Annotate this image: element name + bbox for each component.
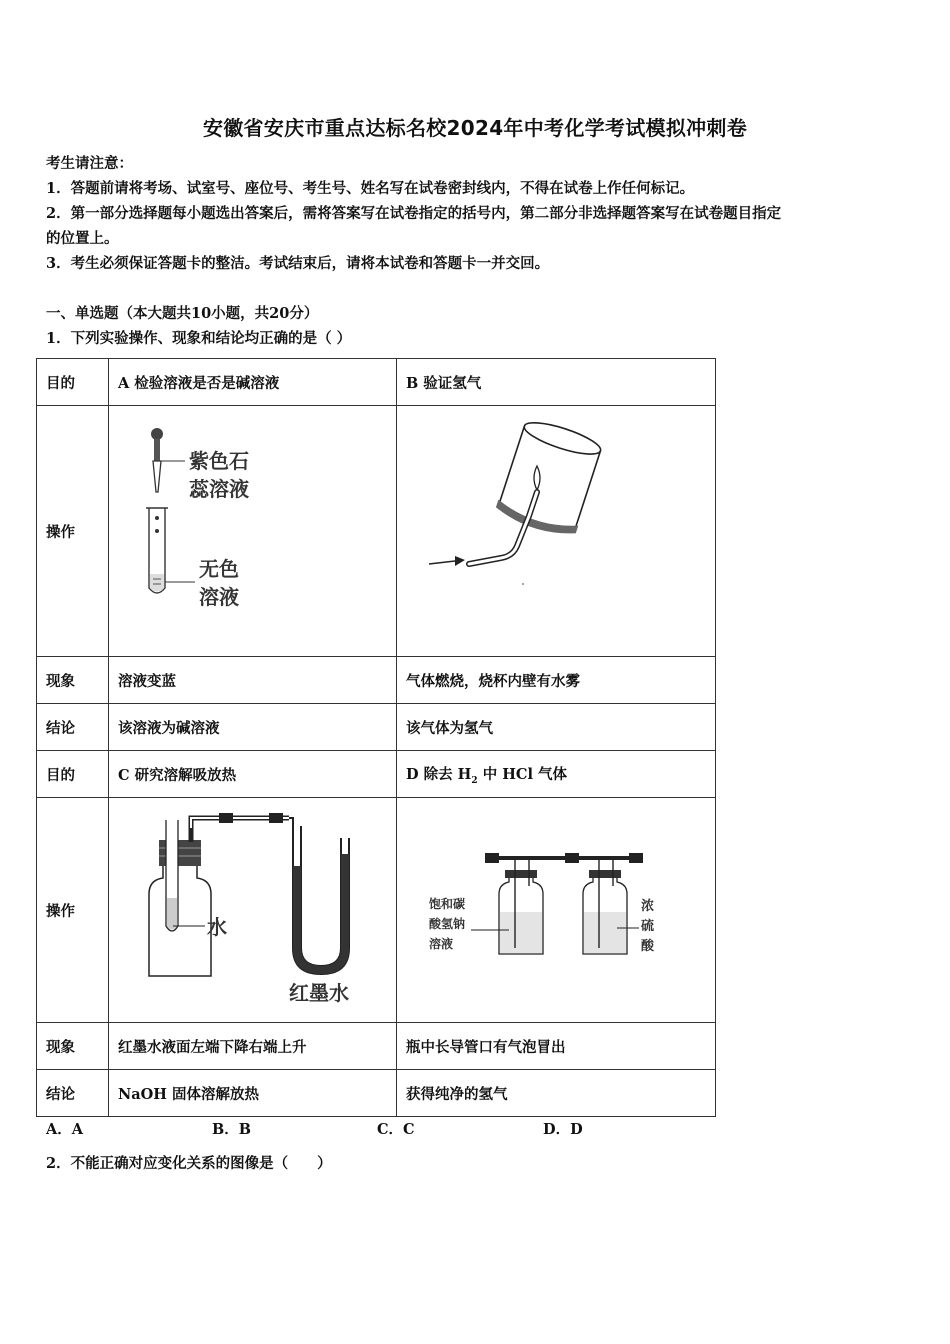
bottle-1-liquid (500, 912, 542, 953)
c-phenomenon: 红墨水液面左端下降右端上升 (109, 1023, 397, 1070)
d-purpose-post: 中 HCl 气体 (477, 765, 568, 783)
d-phenomenon: 瓶中长导管口有气泡冒出 (397, 1023, 716, 1070)
section-heading: 一、单选题（本大题共10小题，共20分） (46, 305, 319, 322)
inverted-beaker (493, 416, 605, 541)
dropper-neck (154, 439, 160, 461)
label-bicarb-1: 饱和碳 (429, 897, 466, 911)
label-acid-3: 酸 (641, 939, 655, 954)
tube-connector-2 (269, 813, 283, 823)
inner-tube-liquid (167, 898, 177, 930)
label-colorless-1: 无色 (199, 557, 239, 581)
flame (534, 466, 540, 490)
label-conclusion: 结论 (37, 704, 109, 751)
notice-item-2-cont: 的位置上。 (46, 230, 119, 247)
label-purpose: 目的 (37, 359, 109, 406)
connector-mid (565, 853, 579, 863)
choice-c[interactable]: C．C (377, 1121, 415, 1138)
c-conclusion: NaOH 固体溶解放热 (109, 1070, 397, 1117)
bottle-1-stopper (505, 870, 537, 878)
b-conclusion: 该气体为氢气 (397, 704, 716, 751)
c-operation-figure (109, 798, 397, 1023)
hydrogen-beaker-diagram (397, 406, 715, 652)
q2-stem: 2．不能正确对应变化关系的图像是（ ） (46, 1155, 332, 1172)
bottle (149, 860, 211, 976)
label-purpose-2: 目的 (37, 751, 109, 798)
d-purpose (397, 751, 716, 798)
label-water: 水 (207, 915, 227, 939)
beaker-top (521, 417, 603, 461)
dissolution-heat-diagram (109, 798, 396, 1018)
dropper-bulb (151, 428, 163, 440)
notice-heading: 考生请注意： (46, 155, 133, 172)
connector-left (485, 853, 499, 863)
label-bicarb-2: 酸氢钠 (429, 917, 466, 931)
d-operation-figure (397, 798, 716, 1023)
connector-right (629, 853, 643, 863)
a-conclusion: 该溶液为碱溶液 (109, 704, 397, 751)
stopper (159, 840, 201, 866)
litmus-dropper-diagram (109, 406, 396, 652)
a-purpose: A 检验溶液是否是碱溶液 (109, 359, 397, 406)
gas-tube-outline (469, 492, 537, 564)
label-litmus-2: 蕊溶液 (189, 477, 249, 501)
drop-1 (155, 516, 159, 520)
drop-2 (155, 529, 159, 533)
c-purpose: C 研究溶解吸放热 (109, 751, 397, 798)
q1-table (36, 358, 716, 1117)
b-phenomenon: 气体燃烧，烧杯内壁有水雾 (397, 657, 716, 704)
speck (522, 583, 524, 585)
label-litmus-1: 紫色石 (189, 449, 249, 473)
label-acid-1: 浓 (641, 899, 655, 914)
dropper-tube (153, 461, 161, 492)
a-operation-figure (109, 406, 397, 657)
a-phenomenon: 溶液变蓝 (109, 657, 397, 704)
b-operation-figure (397, 406, 716, 657)
gas-washing-diagram (397, 798, 715, 1018)
notice-item-2: 2．第一部分选择题每小题选出答案后，需将答案写在试卷指定的括号内，第二部分非选择题答案写在试卷题目指定 (46, 205, 782, 222)
bottle-2-liquid (584, 912, 626, 953)
d-conclusion: 获得纯净的氢气 (397, 1070, 716, 1117)
tube-connector-1 (219, 813, 233, 823)
u-tube-inner (301, 826, 341, 966)
label-operation-2: 操作 (37, 798, 109, 1023)
q1-stem: 1．下列实验操作、现象和结论均正确的是（ ） (46, 330, 352, 347)
label-colorless-2: 溶液 (199, 585, 239, 609)
label-bicarb-3: 溶液 (429, 937, 454, 951)
bottle-2-stopper (589, 870, 621, 878)
gas-flow-arrow-line (429, 561, 455, 564)
choice-a[interactable]: A．A (46, 1121, 84, 1138)
notice-item-3: 3．考生必须保证答题卡的整洁。考试结束后，请将本试卷和答题卡一并交回。 (46, 255, 550, 272)
label-conclusion-2: 结论 (37, 1070, 109, 1117)
label-red-ink: 红墨水 (289, 981, 349, 1005)
gas-flow-arrow-head (455, 556, 465, 566)
b-purpose: B 验证氢气 (397, 359, 716, 406)
page-title: 安徽省安庆市重点达标名校2024年中考化学考试模拟冲刺卷 (202, 116, 748, 140)
choice-b[interactable]: B．B (212, 1121, 252, 1138)
d-purpose-pre: D 除去 H (406, 765, 472, 783)
test-tube-liquid (150, 574, 164, 592)
label-phenomenon: 现象 (37, 657, 109, 704)
choice-d[interactable]: D．D (543, 1121, 583, 1138)
label-operation: 操作 (37, 406, 109, 657)
label-acid-2: 硫 (641, 919, 655, 934)
label-phenomenon-2: 现象 (37, 1023, 109, 1070)
notice-item-1: 1．答题前请将考场、试室号、座位号、考生号、姓名写在试卷密封线内，不得在试卷上作任何标记。 (46, 180, 695, 197)
d-purpose-sub: 2 (471, 775, 478, 786)
beaker-rim (493, 500, 578, 541)
